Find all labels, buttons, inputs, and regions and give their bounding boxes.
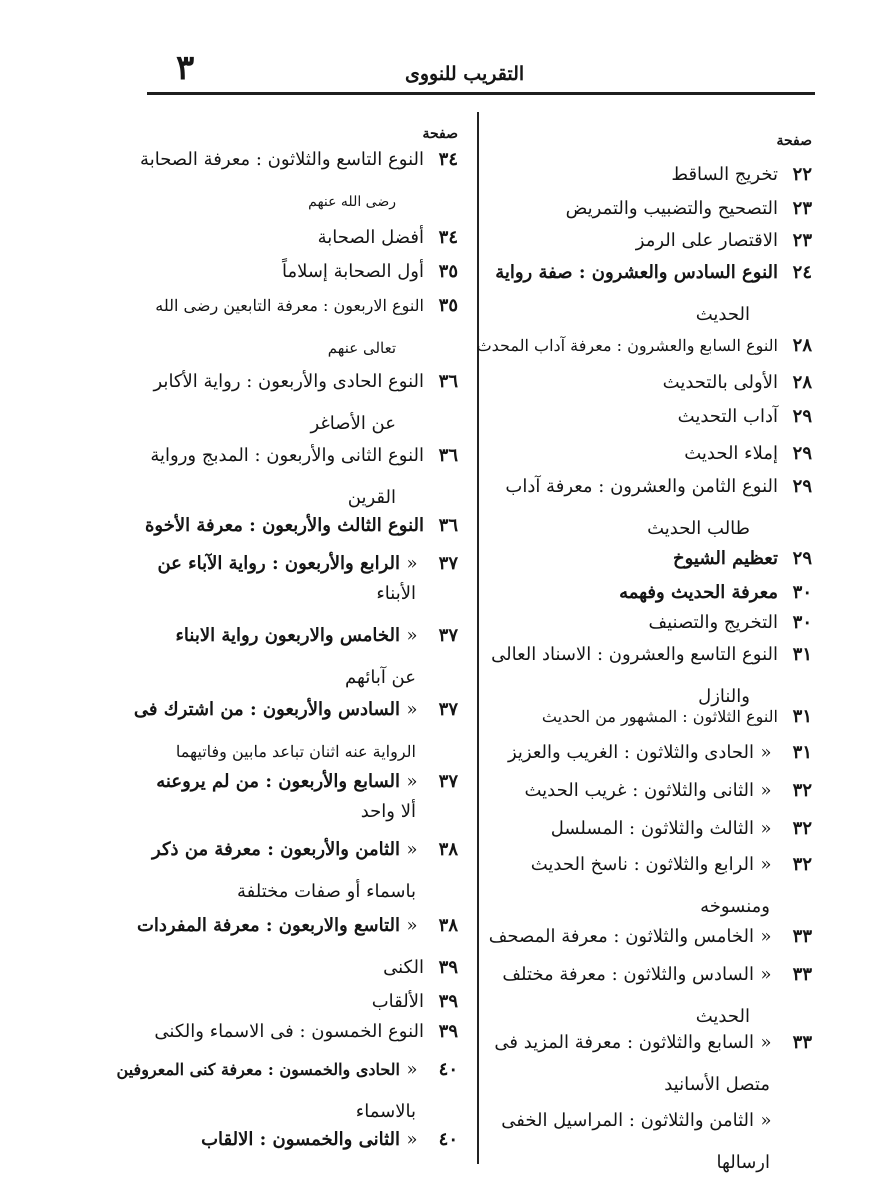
- entry-title: النوع الثلاثون : المشهور من الحديث: [541, 707, 778, 726]
- entry-continuation: الحديث: [695, 1006, 750, 1027]
- page-ref: ٢٩: [792, 406, 812, 427]
- entry-title: الكنى: [383, 957, 424, 978]
- page-ref: ٣٨: [438, 839, 458, 860]
- entry-continuation: القرين: [347, 487, 396, 508]
- page-column-heading: صفحة: [422, 126, 458, 142]
- entry-title: النوع السادس والعشرون : صفة رواية: [495, 262, 778, 283]
- page-ref: ٣٩: [438, 991, 458, 1012]
- page-ref: ٣٦: [438, 515, 458, 536]
- entry-continuation: الأبناء: [376, 583, 416, 604]
- entry-title: النوع التاسع والعشرون : الاسناد العالى: [491, 644, 778, 665]
- toc-entry: [480, 259, 812, 329]
- entry-continuation: تعالى عنهم: [327, 339, 396, 357]
- toc-entry: [118, 622, 458, 692]
- toc-entry: [118, 512, 458, 540]
- entry-title: النوع السابع والعشرون : معرفة آداب المحدث: [476, 336, 778, 355]
- ditto-mark: «: [760, 1110, 772, 1131]
- entry-title: التخريج والتصنيف: [648, 612, 778, 633]
- ditto-mark: «: [760, 780, 772, 801]
- toc-entry: [480, 1029, 812, 1099]
- page-ref: ٢٨: [792, 335, 812, 356]
- toc-entry: [480, 440, 812, 468]
- entry-title: التصحيح والتضبيب والتمريض: [565, 198, 778, 219]
- page-ref: ٣١: [792, 706, 812, 727]
- entry-title: الخامس والثلاثون : معرفة المصحف: [488, 926, 754, 947]
- page-ref: ٣٧: [438, 699, 458, 720]
- toc-entry: [480, 579, 812, 607]
- page-ref: ٣٣: [792, 926, 812, 947]
- entry-title: الحادى والخمسون : معرفة كنى المعروفين: [116, 1060, 400, 1079]
- ditto-mark: «: [406, 625, 418, 646]
- entry-continuation: الحديث: [695, 304, 750, 325]
- page-header: [0, 0, 888, 100]
- page-ref: ٣٩: [438, 957, 458, 978]
- entry-title: الخامس والاربعون رواية الابناء: [175, 625, 400, 646]
- toc-entry: [118, 1056, 458, 1126]
- toc-entry: [118, 146, 458, 216]
- entry-title: الثانى والخمسون : الالقاب: [201, 1129, 400, 1150]
- page-ref: ٣٦: [438, 371, 458, 392]
- page-ref: ٣٨: [438, 915, 458, 936]
- page-ref: ٣٧: [438, 553, 458, 574]
- entry-title: الأولى بالتحديث: [662, 372, 778, 393]
- entry-title: السابع والثلاثون : معرفة المزيد فى: [494, 1032, 754, 1053]
- page-ref: ٣٢: [792, 780, 812, 801]
- toc-entry: [480, 161, 812, 189]
- entry-title: الألقاب: [371, 991, 424, 1012]
- entry-continuation: ألا واحد: [360, 801, 416, 822]
- toc-entry: [476, 332, 812, 360]
- toc-entry: [118, 292, 458, 362]
- entry-title: النوع الثامن والعشرون : معرفة آداب: [505, 476, 778, 497]
- toc-entry: [118, 696, 458, 766]
- toc-entry: [480, 473, 812, 543]
- page-number: ٣: [176, 48, 195, 88]
- toc-entry: [480, 961, 812, 1031]
- toc-entry: [118, 1018, 458, 1046]
- toc-entry: [480, 923, 812, 951]
- entry-title: الثامن والأربعون : معرفة من ذكر: [152, 839, 400, 860]
- page-ref: ٣٤: [438, 149, 458, 170]
- entry-continuation: طالب الحديث: [647, 518, 750, 539]
- entry-continuation: والنازل: [698, 686, 750, 707]
- toc-entry: [118, 224, 458, 252]
- page-ref: ٣٤: [438, 227, 458, 248]
- entry-title: الثالث والثلاثون : المسلسل: [550, 818, 754, 839]
- page-ref: ٣٢: [792, 818, 812, 839]
- column-divider: [477, 112, 479, 1164]
- toc-entry: [480, 1107, 812, 1177]
- toc-entry: [118, 836, 458, 906]
- page-ref: ٣٥: [438, 295, 458, 316]
- page-ref: ٢٩: [792, 443, 812, 464]
- toc-entry: [480, 195, 812, 223]
- ditto-mark: «: [406, 839, 418, 860]
- page-ref: ٣٠: [792, 612, 812, 633]
- entry-continuation: ومنسوخه: [700, 896, 770, 917]
- entry-continuation: ارسالها: [716, 1152, 770, 1173]
- toc-entry: [480, 545, 812, 573]
- toc-entry: [480, 739, 812, 767]
- entry-title: النوع الثانى والأربعون : المدبج ورواية: [150, 445, 424, 466]
- entry-title: النوع الخمسون : فى الاسماء والكنى: [154, 1021, 424, 1042]
- ditto-mark: «: [760, 818, 772, 839]
- page-ref: ٢٤: [792, 262, 812, 283]
- entry-title: النوع الثالث والأربعون : معرفة الأخوة: [145, 515, 424, 536]
- toc-entry: [480, 777, 812, 805]
- entry-title: السادس والثلاثون : معرفة مختلف: [502, 964, 754, 985]
- toc-entry: [118, 368, 458, 438]
- page-ref: ٣٣: [792, 964, 812, 985]
- entry-title: الحادى والثلاثون : الغريب والعزيز: [507, 742, 754, 763]
- toc-entry: [480, 641, 812, 711]
- entry-title: الرابع والأربعون : رواية الآباء عن: [157, 553, 400, 574]
- page-ref: ٢٣: [792, 198, 812, 219]
- page-ref: ٣٣: [792, 1032, 812, 1053]
- ditto-mark: «: [760, 964, 772, 985]
- ditto-mark: «: [406, 1129, 418, 1150]
- page-ref: ٣٩: [438, 1021, 458, 1042]
- toc-entry: [480, 369, 812, 397]
- toc-entry: [480, 703, 812, 731]
- toc-entry: [118, 1126, 458, 1154]
- ditto-mark: «: [406, 699, 418, 720]
- entry-continuation: بالاسماء: [355, 1101, 416, 1122]
- page-column-heading: صفحة: [776, 133, 812, 149]
- page-ref: ٣١: [792, 742, 812, 763]
- ditto-mark: «: [406, 1059, 418, 1080]
- entry-title: النوع التاسع والثلاثون : معرفة الصحابة: [140, 149, 424, 170]
- page-ref: ٢٩: [792, 548, 812, 569]
- entry-continuation: عن الأصاغر: [310, 413, 396, 434]
- entry-title: تخريج الساقط: [671, 164, 778, 185]
- page-ref: ٢٨: [792, 372, 812, 393]
- entry-continuation: الرواية عنه اثنان تباعد مابين وفاتيهما: [175, 742, 416, 761]
- page-ref: ٣٢: [792, 854, 812, 875]
- entry-title: السابع والأربعون : من لم يروعنه: [156, 771, 400, 792]
- entry-title: إملاء الحديث: [684, 443, 778, 464]
- toc-entry: [118, 768, 458, 826]
- entry-title: النوع الحادى والأربعون : رواية الأكابر: [153, 371, 424, 392]
- entry-continuation: باسماء أو صفات مختلفة: [236, 881, 416, 902]
- entry-title: النوع الاربعون : معرفة التابعين رضى الله: [155, 296, 424, 315]
- toc-entry: [118, 550, 458, 608]
- entry-title: التاسع والاربعون : معرفة المفردات: [136, 915, 400, 936]
- page-ref: ٣٦: [438, 445, 458, 466]
- page-ref: ٤٠: [438, 1059, 458, 1080]
- entry-continuation: متصل الأسانيد: [664, 1074, 770, 1095]
- toc-entry: [118, 912, 458, 940]
- toc-entry: [118, 258, 458, 286]
- entry-title: الرابع والثلاثون : ناسخ الحديث: [530, 854, 754, 875]
- page-ref: ٣٠: [792, 582, 812, 603]
- ditto-mark: «: [760, 742, 772, 763]
- page-ref: ٢٩: [792, 476, 812, 497]
- entry-title: تعظيم الشيوخ: [672, 548, 778, 569]
- toc-entry: [480, 609, 812, 637]
- entry-title: الاقتصار على الرمز: [635, 230, 778, 251]
- ditto-mark: «: [406, 915, 418, 936]
- entry-continuation: عن آبائهم: [345, 667, 416, 688]
- header-rule: [147, 92, 815, 95]
- page-ref: ٣٥: [438, 261, 458, 282]
- entry-title: أفضل الصحابة: [317, 227, 424, 248]
- toc-entry: [480, 403, 812, 431]
- toc-entry: [118, 988, 458, 1016]
- page-ref: ٤٠: [438, 1129, 458, 1150]
- running-title: التقريب للنووى: [405, 63, 525, 85]
- toc-entry: [480, 815, 812, 843]
- entry-title: معرفة الحديث وفهمه: [619, 582, 778, 603]
- page-ref: ٢٢: [792, 164, 812, 185]
- entry-title: الثانى والثلاثون : غريب الحديث: [524, 780, 754, 801]
- page-ref: ٣٧: [438, 771, 458, 792]
- ditto-mark: «: [760, 1032, 772, 1053]
- entry-title: الثامن والثلاثون : المراسيل الخفى: [501, 1110, 754, 1131]
- ditto-mark: «: [760, 926, 772, 947]
- ditto-mark: «: [760, 854, 772, 875]
- entry-continuation: رضى الله عنهم: [308, 194, 396, 210]
- page-ref: ٣٧: [438, 625, 458, 646]
- entry-title: آداب التحديث: [677, 406, 778, 427]
- entry-title: أول الصحابة إسلاماً: [281, 261, 424, 282]
- page-ref: ٢٣: [792, 230, 812, 251]
- toc-entry: [118, 442, 458, 512]
- toc-entry: [480, 227, 812, 255]
- ditto-mark: «: [406, 771, 418, 792]
- toc-entry: [118, 954, 458, 982]
- toc-entry: [480, 851, 812, 921]
- page-ref: ٣١: [792, 644, 812, 665]
- entry-title: السادس والأربعون : من اشترك فى: [133, 699, 400, 720]
- ditto-mark: «: [406, 553, 418, 574]
